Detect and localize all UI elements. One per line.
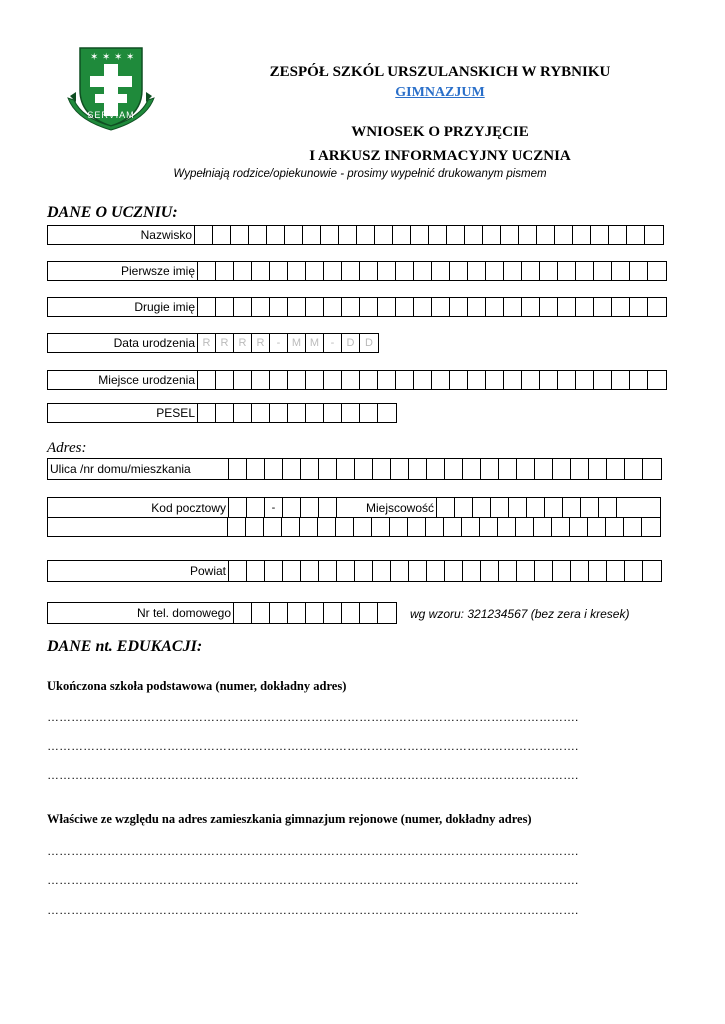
char-box[interactable] [540, 371, 558, 389]
char-box[interactable] [607, 561, 625, 581]
char-box[interactable] [270, 262, 288, 280]
char-box[interactable] [264, 518, 282, 537]
char-box[interactable] [408, 518, 426, 537]
char-box[interactable] [252, 404, 270, 422]
char-box[interactable] [360, 371, 378, 389]
char-box[interactable] [396, 298, 414, 316]
char-box[interactable] [517, 459, 535, 479]
postal-cell[interactable] [283, 498, 301, 517]
char-box[interactable] [306, 298, 324, 316]
char-box[interactable] [324, 262, 342, 280]
char-box[interactable] [198, 262, 216, 280]
char-box[interactable] [228, 518, 246, 537]
char-box[interactable] [198, 298, 216, 316]
char-box[interactable] [537, 226, 555, 244]
char-box[interactable] [589, 459, 607, 479]
char-box[interactable] [450, 262, 468, 280]
char-box[interactable] [252, 603, 270, 623]
char-box[interactable] [342, 262, 360, 280]
char-box[interactable] [360, 298, 378, 316]
char-box[interactable] [594, 262, 612, 280]
char-box[interactable] [378, 298, 396, 316]
school-unit-link[interactable]: GIMNAZJUM [395, 85, 485, 100]
char-box[interactable] [288, 404, 306, 422]
street-label: Ulica /nr domu/mieszkania [48, 459, 229, 479]
char-box[interactable] [306, 603, 324, 623]
pesel-label: PESEL [48, 404, 198, 422]
char-box[interactable] [288, 371, 306, 389]
char-box[interactable] [447, 226, 465, 244]
char-box[interactable] [409, 459, 427, 479]
postal-cell[interactable] [319, 498, 337, 517]
char-box[interactable] [558, 371, 576, 389]
char-box[interactable] [599, 498, 617, 517]
char-box[interactable] [553, 459, 571, 479]
char-box[interactable] [444, 518, 462, 537]
char-box[interactable] [522, 262, 540, 280]
school-logo [66, 46, 156, 134]
char-box[interactable] [552, 518, 570, 537]
char-box[interactable] [594, 298, 612, 316]
char-box[interactable] [481, 561, 499, 581]
char-box[interactable] [249, 226, 267, 244]
char-box[interactable] [486, 298, 504, 316]
char-box[interactable] [648, 371, 666, 389]
char-box[interactable] [609, 226, 627, 244]
char-box[interactable] [378, 371, 396, 389]
char-box[interactable] [504, 298, 522, 316]
char-box[interactable] [516, 518, 534, 537]
birth-place-label: Miejsce urodzenia [48, 371, 198, 389]
char-box[interactable] [576, 298, 594, 316]
char-box[interactable] [252, 371, 270, 389]
char-box[interactable] [432, 371, 450, 389]
birth-date-box[interactable]: R [216, 334, 234, 352]
char-box[interactable] [216, 404, 234, 422]
char-box[interactable] [355, 561, 373, 581]
char-box[interactable] [306, 404, 324, 422]
char-box[interactable] [213, 226, 231, 244]
svg-text:✶: ✶ [114, 52, 123, 63]
second-name-field[interactable] [47, 297, 667, 317]
char-box[interactable] [504, 371, 522, 389]
char-box[interactable] [234, 603, 252, 623]
char-box[interactable] [432, 298, 450, 316]
char-box[interactable] [499, 561, 517, 581]
char-box[interactable] [450, 371, 468, 389]
char-box[interactable] [195, 226, 213, 244]
birth-date-box[interactable]: R [198, 334, 216, 352]
char-box[interactable] [229, 561, 247, 581]
char-box[interactable] [373, 459, 391, 479]
char-box[interactable] [414, 371, 432, 389]
char-box[interactable] [612, 298, 630, 316]
char-box[interactable] [300, 518, 318, 537]
char-box[interactable] [270, 298, 288, 316]
char-box[interactable] [473, 498, 491, 517]
char-box[interactable] [321, 226, 339, 244]
education-section-title: DANE nt. EDUKACJI: [47, 638, 203, 655]
char-box[interactable] [480, 518, 498, 537]
char-box[interactable] [342, 404, 360, 422]
char-box[interactable] [319, 459, 337, 479]
postal-cell[interactable] [229, 498, 247, 517]
form-title-line1: WNIOSEK O PRZYJĘCIE [351, 124, 529, 140]
char-box[interactable] [499, 459, 517, 479]
postal-cell[interactable] [301, 498, 319, 517]
char-box[interactable] [517, 561, 535, 581]
char-box[interactable] [339, 226, 357, 244]
char-box[interactable] [455, 498, 473, 517]
birth-date-field[interactable] [47, 333, 379, 353]
char-box[interactable] [509, 498, 527, 517]
char-box[interactable] [282, 518, 300, 537]
char-box[interactable] [465, 226, 483, 244]
char-box[interactable] [481, 459, 499, 479]
char-box[interactable] [198, 404, 216, 422]
char-box[interactable] [545, 498, 563, 517]
char-box[interactable] [625, 561, 643, 581]
char-box[interactable] [357, 226, 375, 244]
char-box[interactable] [534, 518, 552, 537]
char-box[interactable] [427, 561, 445, 581]
char-box[interactable] [342, 603, 360, 623]
char-box[interactable] [342, 298, 360, 316]
char-box[interactable] [612, 262, 630, 280]
char-box[interactable] [581, 498, 599, 517]
char-box[interactable] [303, 226, 321, 244]
phone-field[interactable] [47, 602, 397, 624]
char-box[interactable] [393, 226, 411, 244]
char-box[interactable] [501, 226, 519, 244]
char-box[interactable] [462, 518, 480, 537]
char-box[interactable] [630, 371, 648, 389]
char-box[interactable] [270, 371, 288, 389]
svg-text:✶: ✶ [90, 52, 99, 63]
char-box[interactable] [555, 226, 573, 244]
district-school-line-3[interactable]: ……………………………………………………………………………………………………………………. [47, 903, 579, 917]
char-box[interactable] [576, 262, 594, 280]
school-name: ZESPÓŁ SZKÓL URSZULANSKICH W RYBNIKU [269, 64, 611, 80]
char-box[interactable] [252, 262, 270, 280]
char-box[interactable] [553, 561, 571, 581]
primary-school-line-3[interactable]: ……………………………………………………………………………………………………………………. [47, 768, 579, 782]
char-box[interactable] [372, 518, 390, 537]
primary-school-line-2[interactable]: ……………………………………………………………………………………………………………………. [47, 739, 579, 753]
char-box[interactable] [645, 226, 663, 244]
birth-date-box[interactable]: R [252, 334, 270, 352]
char-box[interactable] [360, 262, 378, 280]
char-box[interactable] [324, 404, 342, 422]
char-box[interactable] [468, 371, 486, 389]
county-label: Powiat [48, 561, 229, 581]
char-box[interactable] [378, 262, 396, 280]
char-box[interactable] [504, 262, 522, 280]
char-box[interactable] [378, 603, 396, 623]
first-name-field[interactable] [47, 261, 667, 281]
char-box[interactable] [342, 371, 360, 389]
char-box[interactable] [231, 226, 249, 244]
char-box[interactable] [643, 561, 661, 581]
char-box[interactable] [234, 298, 252, 316]
char-box[interactable] [306, 371, 324, 389]
char-box[interactable] [437, 498, 455, 517]
char-box[interactable] [498, 518, 516, 537]
char-box[interactable] [285, 226, 303, 244]
char-box[interactable] [318, 518, 336, 537]
char-box[interactable] [391, 561, 409, 581]
char-box[interactable] [234, 262, 252, 280]
district-school-label: Właściwe ze względu na adres zamieszkania gimnazjum rejonowe (numer, dokładny adres) [47, 812, 532, 826]
char-box[interactable] [270, 404, 288, 422]
district-school-line-1[interactable]: ……………………………………………………………………………………………………………………. [47, 844, 579, 858]
char-box[interactable] [624, 518, 642, 537]
char-box[interactable] [396, 262, 414, 280]
char-box[interactable] [216, 371, 234, 389]
postal-cell[interactable] [247, 498, 265, 517]
char-box[interactable] [540, 262, 558, 280]
birth-date-box[interactable]: D [342, 334, 360, 352]
char-box[interactable] [360, 404, 378, 422]
char-box[interactable] [491, 498, 509, 517]
char-box[interactable] [337, 459, 355, 479]
char-box[interactable] [535, 459, 553, 479]
surname-field[interactable] [47, 225, 664, 245]
char-box[interactable] [283, 459, 301, 479]
char-box[interactable] [591, 226, 609, 244]
char-box[interactable] [486, 262, 504, 280]
char-box[interactable] [336, 518, 354, 537]
char-box[interactable] [630, 298, 648, 316]
char-box[interactable] [429, 226, 447, 244]
char-box[interactable] [265, 561, 283, 581]
char-box[interactable] [558, 262, 576, 280]
char-box[interactable] [427, 459, 445, 479]
char-box[interactable] [229, 459, 247, 479]
char-box[interactable] [426, 518, 444, 537]
char-box[interactable] [589, 561, 607, 581]
birth-date-box[interactable]: M [306, 334, 324, 352]
char-box[interactable] [483, 226, 501, 244]
char-box[interactable] [445, 561, 463, 581]
char-box[interactable] [606, 518, 624, 537]
char-box[interactable] [558, 298, 576, 316]
birth-date-box[interactable]: - [324, 334, 342, 352]
char-box[interactable] [373, 561, 391, 581]
first-name-label: Pierwsze imię [48, 262, 198, 280]
primary-school-line-1[interactable]: ……………………………………………………………………………………………………………………. [47, 710, 579, 724]
char-box[interactable] [414, 262, 432, 280]
postal-code-label: Kod pocztowy [48, 498, 229, 517]
char-box[interactable] [246, 518, 264, 537]
birth-date-box[interactable]: R [234, 334, 252, 352]
char-box[interactable] [234, 371, 252, 389]
char-box[interactable] [306, 262, 324, 280]
city-label: Miejscowość [337, 498, 437, 517]
char-box[interactable] [288, 298, 306, 316]
char-box[interactable] [265, 459, 283, 479]
char-box[interactable] [486, 371, 504, 389]
student-section-title: DANE O UCZNIU: [47, 204, 178, 221]
char-box[interactable] [642, 518, 660, 537]
char-box[interactable] [571, 459, 589, 479]
char-box[interactable] [360, 603, 378, 623]
char-box[interactable] [355, 459, 373, 479]
char-box[interactable] [627, 226, 645, 244]
char-box[interactable] [288, 262, 306, 280]
county-field[interactable] [47, 560, 662, 582]
char-box[interactable] [522, 298, 540, 316]
char-box[interactable] [267, 226, 285, 244]
char-box[interactable] [563, 498, 581, 517]
svg-text:✶: ✶ [126, 52, 135, 63]
postal-dash: - [265, 498, 283, 517]
phone-label: Nr tel. domowego [48, 603, 234, 623]
birth-place-field[interactable] [47, 370, 667, 390]
char-box[interactable] [234, 404, 252, 422]
char-box[interactable] [324, 603, 342, 623]
char-box[interactable] [463, 561, 481, 581]
char-box[interactable] [576, 371, 594, 389]
birth-date-label: Data urodzenia [48, 334, 198, 352]
char-box[interactable] [540, 298, 558, 316]
second-name-label: Drugie imię [48, 298, 198, 316]
char-box[interactable] [617, 498, 635, 517]
form-title-line2: I ARKUSZ INFORMACYJNY UCZNIA [309, 148, 571, 164]
char-box[interactable] [288, 603, 306, 623]
address-heading: Adres: [47, 440, 87, 456]
char-box[interactable] [301, 561, 319, 581]
char-box[interactable] [519, 226, 537, 244]
char-box[interactable] [252, 298, 270, 316]
char-box[interactable] [324, 371, 342, 389]
char-box[interactable] [354, 518, 372, 537]
birth-date-box[interactable]: D [365, 337, 373, 349]
char-box[interactable] [378, 404, 396, 422]
svg-text:✶: ✶ [102, 52, 111, 63]
char-box[interactable] [468, 298, 486, 316]
street-field[interactable] [47, 458, 662, 480]
char-box[interactable] [337, 561, 355, 581]
char-box[interactable] [375, 226, 393, 244]
char-box[interactable] [570, 518, 588, 537]
char-box[interactable] [411, 226, 429, 244]
char-box[interactable] [594, 371, 612, 389]
char-box[interactable] [319, 561, 337, 581]
char-box[interactable] [247, 459, 265, 479]
form-instructions: Wypełniają rodzice/opiekunowie - prosimy wypełnić drukowanym pismem [173, 168, 547, 180]
char-box[interactable] [625, 459, 643, 479]
char-box[interactable] [450, 298, 468, 316]
postal-city-block [47, 497, 661, 537]
char-box[interactable] [648, 298, 666, 316]
char-box[interactable] [607, 459, 625, 479]
char-box[interactable] [396, 371, 414, 389]
char-box[interactable] [535, 561, 553, 581]
district-school-line-2[interactable]: ……………………………………………………………………………………………………………………. [47, 873, 579, 887]
birth-date-box[interactable]: M [288, 334, 306, 352]
char-box[interactable] [463, 459, 481, 479]
char-box[interactable] [612, 371, 630, 389]
char-box[interactable] [391, 459, 409, 479]
char-box[interactable] [643, 459, 661, 479]
pesel-field[interactable] [47, 403, 397, 423]
char-box[interactable] [216, 262, 234, 280]
primary-school-label: Ukończona szkoła podstawowa (numer, dokładny adres) [47, 679, 347, 693]
char-box[interactable] [270, 603, 288, 623]
surname-label: Nazwisko [48, 226, 195, 244]
char-box[interactable] [527, 498, 545, 517]
char-box[interactable] [571, 561, 589, 581]
char-box[interactable] [630, 262, 648, 280]
char-box[interactable] [283, 561, 301, 581]
char-box[interactable] [409, 561, 427, 581]
char-box[interactable] [301, 459, 319, 479]
char-box[interactable] [390, 518, 408, 537]
char-box[interactable] [216, 298, 234, 316]
char-box[interactable] [414, 298, 432, 316]
char-box[interactable] [468, 262, 486, 280]
logo-motto: SERVIAM [87, 110, 135, 120]
char-box[interactable] [324, 298, 342, 316]
char-box[interactable] [247, 561, 265, 581]
char-box[interactable] [432, 262, 450, 280]
char-box[interactable] [522, 371, 540, 389]
char-box[interactable] [648, 262, 666, 280]
phone-hint: wg wzoru: 321234567 (bez zera i kresek) [410, 607, 630, 621]
char-box[interactable] [573, 226, 591, 244]
char-box[interactable] [198, 371, 216, 389]
char-box[interactable] [588, 518, 606, 537]
birth-date-box[interactable]: - [270, 334, 288, 352]
serviam-shield-icon [66, 46, 156, 134]
char-box[interactable] [445, 459, 463, 479]
